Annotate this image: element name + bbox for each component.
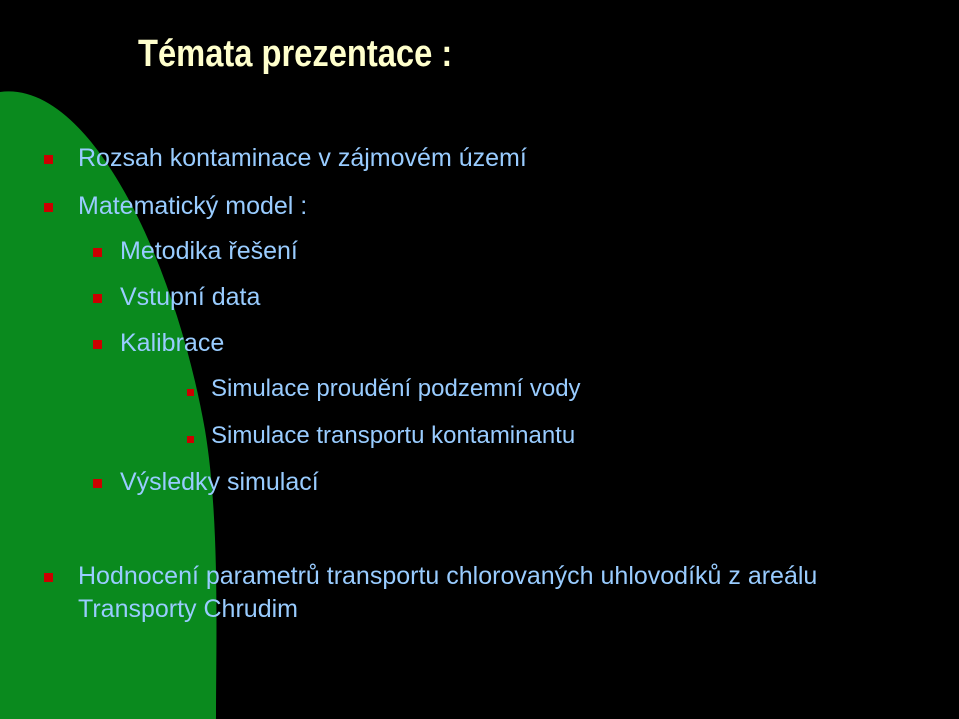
bullet-item-5: Kalibrace — [120, 329, 225, 357]
bullet-item-6: Simulace proudění podzemní vody — [211, 375, 581, 402]
bullet-item-3: Metodika řešení — [120, 237, 298, 265]
bullet-item-1: Rozsah kontaminace v zájmovém území — [78, 144, 527, 172]
bullet-icon — [187, 436, 194, 443]
bullet-item-2: Matematický model : — [78, 192, 308, 220]
bullet-item-8: Výsledky simulací — [120, 468, 319, 496]
bullet-icon — [93, 294, 102, 303]
bullet-icon — [44, 573, 53, 582]
bullet-item-9: Hodnocení parametrů transportu chlorovaných uhlovodíků z areálu Transporty Chrudim — [78, 562, 818, 623]
bullet-icon — [93, 248, 102, 257]
slide-title: Témata prezentace : — [138, 33, 453, 75]
bullet-icon — [44, 155, 53, 164]
bullet-item-7: Simulace transportu kontaminantu — [211, 422, 576, 449]
bullet-icon — [187, 389, 194, 396]
bullet-item-4: Vstupní data — [120, 283, 261, 311]
bullet-icon — [93, 479, 102, 488]
bullet-icon — [93, 340, 102, 349]
bullet-icon — [44, 203, 53, 212]
